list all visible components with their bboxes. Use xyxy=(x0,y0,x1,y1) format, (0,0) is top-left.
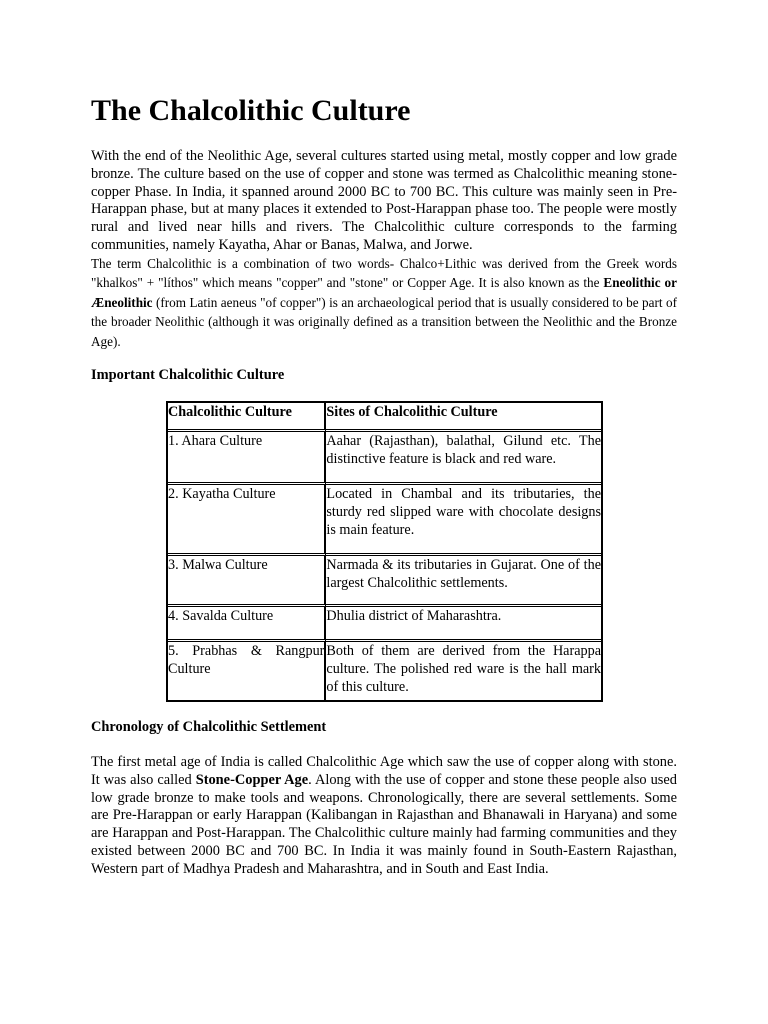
chronology-bold-stone-copper-age: Stone-Copper Age xyxy=(195,771,309,788)
table-row xyxy=(168,553,601,604)
table-cell-sites: Both of them are derived from the Harappa culture. The polished red ware is the hall mark of this culture. xyxy=(326,639,601,700)
table-cell-sites: Narmada & its tributaries in Gujarat. One of the largest Chalcolithic settlements. xyxy=(326,553,601,604)
table-cell-sites: Dhulia district of Maharashtra. xyxy=(326,604,601,639)
etymology-text-1: The term Chalcolithic is a combination of two words- Chalco+Lithic was derived from the Greek words "khalkos" + "líthos" which means "copper" and "stone" or Copper Age. It is also known as the xyxy=(91,256,677,291)
etymology-bold-aeneolithic: or Æneolithic xyxy=(91,275,677,310)
chronology-text-2: . Along with the use of copper and stone these people also used low grade bronze to make tools and weapons. Chronologically, there are several settlements. Some are Pre-Harappan or early Harappan (Kalibangan in Rajasthan and Bhanawali in Haryana) and some are Harappan and Post-Harappan. The Chalcolithic culture mainly had farming communities and they existed between 2000 BC and 700 BC. In India it was mainly found in South-Eastern Rajasthan, Western part of Madhya Pradesh and Maharashtra, and in South and East India. xyxy=(91,771,677,877)
table-row xyxy=(168,604,601,639)
intro-paragraph: With the end of the Neolithic Age, several cultures started using metal, mostly copper and low grade bronze. The culture based on the use of copper and stone was termed as Chalcolithic meaning stone-copper Phase. In India, it spanned around 2000 BC to 700 BC. This culture was mainly seen in Pre-Harappan phase, but at many places it extended to Post-Harappan phase too. The people were mostly rural and lived near hills and rivers. The Chalcolithic culture corresponds to the farming communities, namely Kayatha, Ahar or Banas, Malwa, and Jorwe. xyxy=(91,148,677,253)
table-cell-culture: 4. Savalda Culture xyxy=(168,604,326,639)
chronology-paragraph xyxy=(91,754,677,879)
etymology-text-3: (from Latin aeneus "of copper") is an archaeological period that is usually considered to be part of the broader Neolithic (although it was originally defined as a transition between the Neolithic and the Bronze Age). xyxy=(91,294,677,349)
etymology-bold-eneolithic: Eneolithic xyxy=(603,275,661,291)
table-cell-sites: Aahar (Rajasthan), balathal, Gilund etc. The distinctive feature is black and red ware. xyxy=(326,429,601,482)
section-heading-important-cultures: Important Chalcolithic Culture xyxy=(91,367,285,383)
table-row xyxy=(168,482,601,553)
table-cell-culture: 2. Kayatha Culture xyxy=(168,482,326,553)
table-header-sites: Sites of Chalcolithic Culture xyxy=(326,404,498,420)
table-header-culture: Chalcolithic Culture xyxy=(168,403,326,429)
chronology-text-1: The first metal age of India is called Chalcolithic Age which saw the use of copper along with stone. It was also called xyxy=(91,754,677,788)
table-cell-culture: 5. Prabhas & Rangpur Culture xyxy=(168,639,326,700)
table-cell-sites: Located in Chambal and its tributaries, the sturdy red slipped ware with chocolate designs is main feature. xyxy=(326,482,601,553)
table-row xyxy=(168,639,601,700)
table-header-row xyxy=(168,403,601,429)
table-cell-culture: 3. Malwa Culture xyxy=(168,553,326,604)
page-title: The Chalcolithic Culture xyxy=(91,94,411,127)
table-cell-culture: 1. Ahara Culture xyxy=(168,429,326,482)
section-heading-chronology: Chronology of Chalcolithic Settlement xyxy=(91,719,327,735)
chalcolithic-culture-table xyxy=(166,401,603,702)
etymology-paragraph xyxy=(91,254,677,351)
table-row xyxy=(168,429,601,482)
